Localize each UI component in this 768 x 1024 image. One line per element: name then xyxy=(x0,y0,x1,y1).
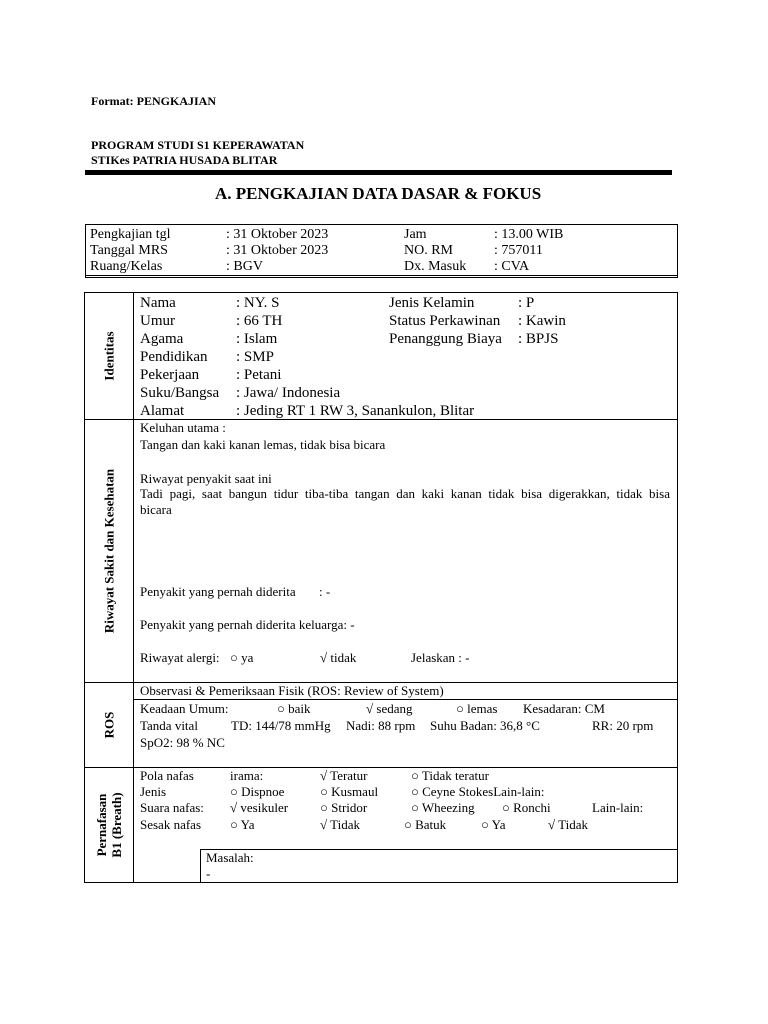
circle-icon: ○ xyxy=(481,817,489,832)
keluhan-text: Tangan dan kaki kanan lemas, tidak bisa bicara xyxy=(140,437,386,452)
dispnoe-label: Dispnoe xyxy=(241,784,285,799)
keadaan-label: Keadaan Umum: xyxy=(140,701,229,716)
alergi-label: Riwayat alergi: xyxy=(140,650,220,665)
identitas-value: : Jawa/ Indonesia xyxy=(236,385,341,401)
admission-value: : BGV xyxy=(226,259,263,274)
keadaan-baik-label: baik xyxy=(288,701,311,716)
identitas-label: Pekerjaan xyxy=(140,367,200,383)
rps-text-line1: Tadi pagi, saat bangun tidur tiba-tiba tangan dan kaki kanan tidak bisa digerakkan, tidak bisa xyxy=(140,486,670,501)
pernafasan-side-label xyxy=(94,792,124,857)
pernah-label: Penyakit yang pernah diderita xyxy=(140,584,296,599)
admission-label: NO. RM xyxy=(404,243,454,258)
pernafasan-label-line1: Pernafasan xyxy=(94,793,109,857)
keadaan-sedang-label: sedang xyxy=(376,701,413,716)
admission-value: : 757011 xyxy=(494,243,543,258)
check-icon: √ xyxy=(548,817,556,832)
keadaan-sedang-option[interactable] xyxy=(366,701,413,717)
tidak-teratur-label: Tidak teratur xyxy=(421,768,489,783)
nadi-value: Nadi: 88 rpm xyxy=(346,718,416,733)
circle-icon: ○ xyxy=(502,800,510,815)
circle-icon: ○ xyxy=(320,784,328,799)
circle-icon: ○ xyxy=(404,817,412,832)
admission-value: : 31 Oktober 2023 xyxy=(226,243,329,258)
admission-label: Pengkajian tgl xyxy=(90,227,171,242)
keluarga-label: Penyakit yang pernah diderita keluarga: - xyxy=(140,617,355,632)
ceyne-label: Ceyne StokesLain-lain: xyxy=(422,784,545,799)
label-column-divider xyxy=(133,292,134,883)
teratur-label: Teratur xyxy=(330,768,368,783)
admission-label: Dx. Masuk xyxy=(404,259,467,274)
identitas-label: Pendidikan xyxy=(140,349,208,365)
masalah-value[interactable]: - xyxy=(206,866,211,881)
sesak-nafas-label: Sesak nafas xyxy=(140,817,202,832)
td-value: TD: 144/78 mmHg xyxy=(231,718,331,733)
identitas-value: : P xyxy=(518,295,535,311)
identitas-value: : BPJS xyxy=(518,331,559,347)
kesadaran-value: Kesadaran: CM xyxy=(523,701,605,716)
irama-label: irama: xyxy=(230,768,264,783)
pernafasan-label-line2: B1 (Breath) xyxy=(109,792,124,858)
suara-nafas-label: Suara nafas: xyxy=(140,800,204,815)
admission-label: Tanggal MRS xyxy=(90,243,168,258)
circle-icon: ○ xyxy=(411,800,419,815)
check-icon: √ xyxy=(366,701,374,716)
spo2-value: SpO2: 98 % NC xyxy=(140,735,225,750)
batuk-option[interactable] xyxy=(404,817,446,833)
keadaan-lemas-label: lemas xyxy=(467,701,498,716)
masalah-left-rule xyxy=(200,849,201,883)
identitas-label: Suku/Bangsa xyxy=(140,385,220,401)
keadaan-lemas-option[interactable] xyxy=(456,701,497,717)
admission-label: Ruang/Kelas xyxy=(90,259,163,274)
vesikuler-label: vesikuler xyxy=(240,800,289,815)
alergi-tidak-label: tidak xyxy=(330,650,357,665)
pola-nafas-label: Pola nafas xyxy=(140,768,194,783)
admission-box xyxy=(85,224,678,278)
format-label: Format: PENGKAJIAN xyxy=(91,94,216,108)
identitas-value: : Petani xyxy=(236,367,282,383)
header-rule xyxy=(85,170,672,175)
circle-icon: ○ xyxy=(230,650,238,665)
section-title: A. PENGKAJIAN DATA DASAR & FOKUS xyxy=(215,184,542,203)
dispnoe-option[interactable] xyxy=(230,784,284,800)
ros-header-divider xyxy=(133,699,678,700)
circle-icon: ○ xyxy=(230,784,238,799)
check-icon: √ xyxy=(320,817,328,832)
sesak-ya-option[interactable] xyxy=(230,817,255,833)
keadaan-baik-option[interactable] xyxy=(277,701,311,717)
check-icon: √ xyxy=(230,800,238,815)
circle-icon: ○ xyxy=(411,768,419,783)
admission-value: : 31 Oktober 2023 xyxy=(226,227,329,242)
kusmaul-option[interactable] xyxy=(320,784,378,800)
identitas-label: Nama xyxy=(140,295,176,311)
sesak-tidak-option[interactable] xyxy=(320,817,360,833)
ronchi-option[interactable] xyxy=(502,800,551,816)
identitas-value: : SMP xyxy=(236,349,274,365)
teratur-option[interactable] xyxy=(320,768,368,784)
check-icon: √ xyxy=(320,650,328,665)
rr-value: RR: 20 rpm xyxy=(592,718,654,733)
vesikuler-option[interactable] xyxy=(230,800,288,816)
tanda-vital-label: Tanda vital xyxy=(140,718,198,733)
identitas-value: : Islam xyxy=(236,331,278,347)
admission-label: Jam xyxy=(404,227,427,242)
batuk-tidak-option[interactable] xyxy=(548,817,588,833)
suhu-value: Suhu Badan: 36,8 °C xyxy=(430,718,540,733)
admission-value: : CVA xyxy=(494,259,530,274)
alergi-tidak-option[interactable] xyxy=(320,650,356,666)
rps-label: Riwayat penyakit saat ini xyxy=(140,471,272,486)
batuk-ya-option[interactable] xyxy=(481,817,506,833)
identitas-label: Agama xyxy=(140,331,184,347)
ceyne-option[interactable] xyxy=(411,784,545,800)
identitas-value: : Kawin xyxy=(518,313,566,329)
circle-icon: ○ xyxy=(230,817,238,832)
institution-name: STIKes PATRIA HUSADA BLITAR xyxy=(91,153,278,167)
identitas-value: : NY. S xyxy=(236,295,280,311)
program-name: PROGRAM STUDI S1 KEPERAWATAN xyxy=(91,138,305,152)
tidak-teratur-option[interactable] xyxy=(411,768,489,784)
circle-icon: ○ xyxy=(320,800,328,815)
identitas-label: Umur xyxy=(140,313,175,329)
batuk-tidak-label: Tidak xyxy=(558,817,589,832)
masalah-label: Masalah: xyxy=(206,850,254,865)
keluhan-label: Keluhan utama : xyxy=(140,420,226,435)
rps-text-line2: bicara xyxy=(140,502,172,517)
ros-side-label: ROS xyxy=(101,711,117,739)
circle-icon: ○ xyxy=(411,784,419,799)
ros-header: Observasi & Pemeriksaan Fisik (ROS: Review of System) xyxy=(140,683,444,698)
admission-double-rule xyxy=(86,275,677,276)
alergi-ya-label: ya xyxy=(241,650,254,665)
identitas-value: : Jeding RT 1 RW 3, Sanankulon, Blitar xyxy=(236,403,475,419)
alergi-ya-option[interactable] xyxy=(230,650,253,666)
wheezing-option[interactable] xyxy=(411,800,475,816)
check-icon: √ xyxy=(320,768,328,783)
suara-lain-label: Lain-lain: xyxy=(592,800,644,815)
pernah-value: : - xyxy=(319,584,331,599)
circle-icon: ○ xyxy=(456,701,464,716)
identitas-side-label: Identitas xyxy=(101,331,117,381)
sesak-tidak-label: Tidak xyxy=(330,817,361,832)
identitas-label: Penanggung Biaya xyxy=(389,331,502,347)
stridor-option[interactable] xyxy=(320,800,367,816)
batuk-label: Batuk xyxy=(415,817,447,832)
sesak-ya-label: Ya xyxy=(240,817,255,832)
batuk-ya-label: Ya xyxy=(491,817,506,832)
identitas-value: : 66 TH xyxy=(236,313,283,329)
riwayat-side-label: Riwayat Sakit dan Kesehatan xyxy=(101,468,117,634)
identitas-label: Status Perkawinan xyxy=(389,313,501,329)
jenis-label: Jenis xyxy=(140,784,166,799)
admission-value: : 13.00 WIB xyxy=(494,227,564,242)
masalah-top-rule xyxy=(200,849,678,850)
identitas-label: Alamat xyxy=(140,403,185,419)
kusmaul-label: Kusmaul xyxy=(331,784,379,799)
circle-icon: ○ xyxy=(277,701,285,716)
ronchi-label: Ronchi xyxy=(513,800,551,815)
identitas-label: Jenis Kelamin xyxy=(389,295,475,311)
wheezing-label: Wheezing xyxy=(421,800,475,815)
alergi-jelaskan: Jelaskan : - xyxy=(411,650,470,665)
stridor-label: Stridor xyxy=(331,800,368,815)
